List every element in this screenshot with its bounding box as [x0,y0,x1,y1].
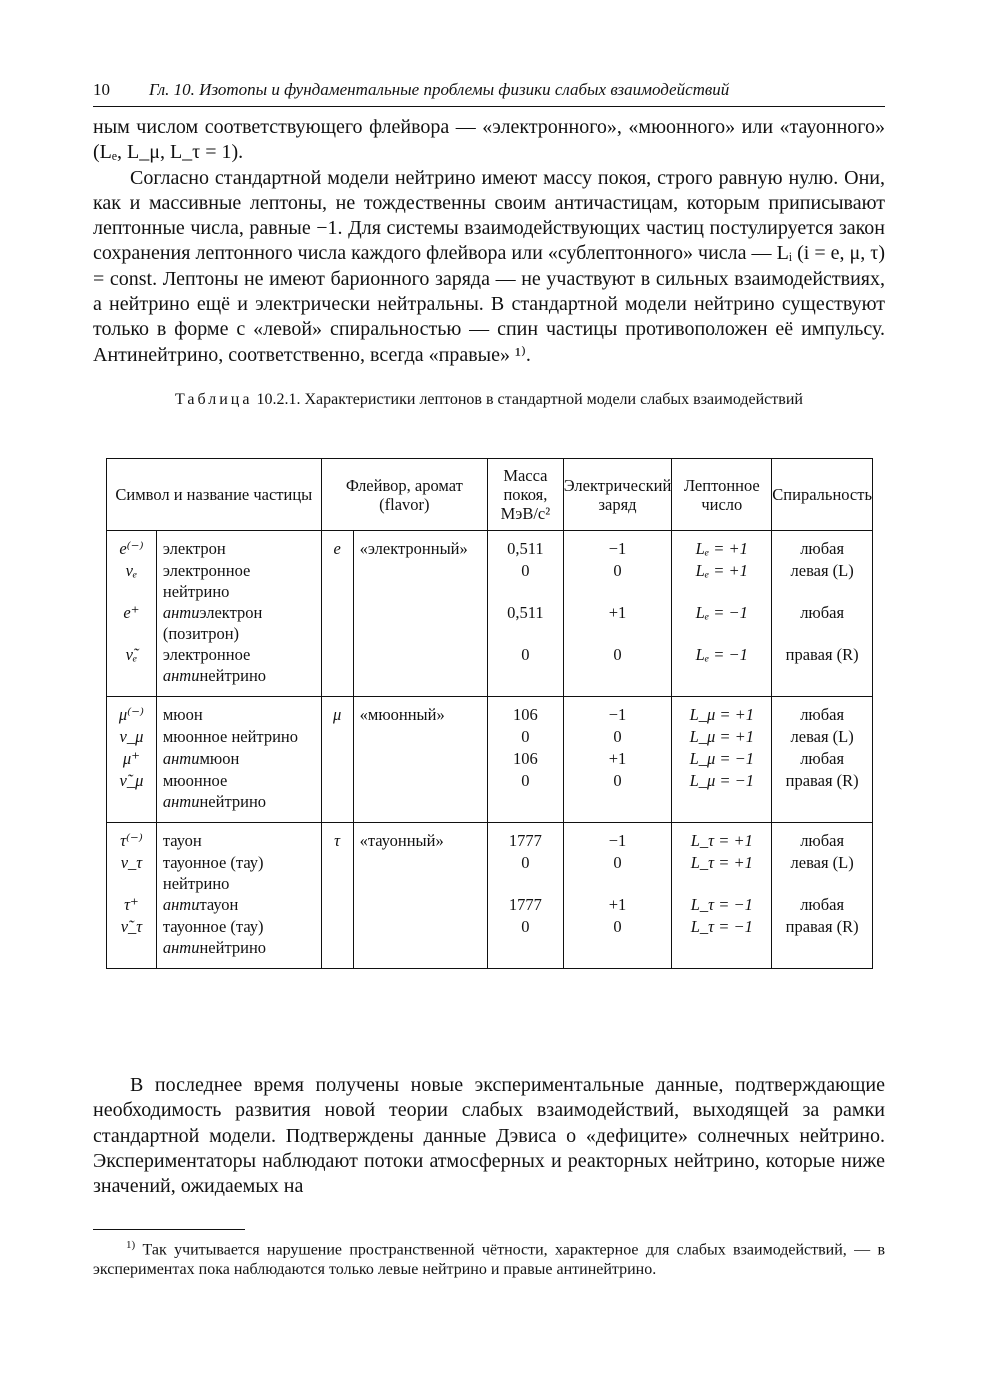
particle-name [156,602,321,644]
particle-name [156,644,321,697]
flavor-name: «тауонный» [353,823,487,853]
paragraph-2: Согласно стандартной модели нейтрино имеют массу покоя, строго равную нулю. Они, как и массивные лептоны, не тождественны своим античастицам, которым приписывают лептонные числа, равные −1. Для системы взаимодействующих частиц постулируется закон сохранения лептонного числа каждого флейвора или «сублептонного» числа — Lᵢ (i = e, μ, τ) = const. Лептоны не имеют барионного заряда — не участвуют в сильных взаимодействиях, а нейтрино ещё и электрически нейтральны. В стандартной модели нейтрино существуют только в форме с «левой» спиральностью — спин частицы противоположен её импульсу. Антинейтрино, соответственно, всегда «правые» ¹⁾. [93,166,885,366]
helicity: любая [772,602,873,644]
particle-name-text: нейтрино [199,666,267,685]
particle-name-anti: анти [162,603,200,622]
lepton-number: L_μ = +1 [672,697,772,727]
table-row [107,916,873,969]
particle-name-prefix: мюонное [162,771,228,790]
table-row [107,823,873,853]
lepton-number: Lₑ = −1 [672,644,772,697]
helicity: правая (R) [772,916,873,969]
particle-name-anti: анти [162,666,200,685]
flavor-name [353,726,487,748]
flavor-name [353,644,487,697]
footnote-rule [93,1229,245,1230]
helicity: левая (L) [772,852,873,894]
particle-symbol: ν̃_μ [107,770,157,823]
particle-name [156,894,321,916]
mass-value: 1777 [488,894,564,916]
particle-name-prefix: электронное [162,645,251,664]
charge-value: −1 [563,531,672,561]
charge-value: 0 [563,770,672,823]
mass-value: 0,511 [488,602,564,644]
particle-symbol: τ⁽⁻⁾ [107,823,157,853]
flavor-symbol [321,852,353,894]
lepton-number: L_μ = −1 [672,748,772,770]
particle-name-text: электронное нейтрино [162,561,251,601]
footnote [93,1236,885,1279]
table-row [107,748,873,770]
header-symbol-name: Символ и название частицы [107,459,322,531]
table-caption [93,391,885,409]
particle-name-text: тауон [199,895,239,914]
mass-value: 0 [488,560,564,602]
table-row [107,602,873,644]
mass-value: 0 [488,726,564,748]
helicity: любая [772,531,873,561]
table-row [107,894,873,916]
particle-symbol: μ⁺ [107,748,157,770]
page [93,80,885,409]
flavor-name: «мюонный» [353,697,487,727]
particle-symbol: e⁺ [107,602,157,644]
lepton-number: L_τ = −1 [672,916,772,969]
footnote-mark: 1) [126,1239,136,1251]
table-row [107,852,873,894]
header-charge: Электрический заряд [563,459,672,531]
charge-value: 0 [563,560,672,602]
table-caption-text: 10.2.1. Характеристики лептонов в стандартной модели слабых взаимодействий [256,390,803,408]
flavor-name [353,894,487,916]
particle-name-anti: анти [162,792,200,811]
mass-value: 0 [488,770,564,823]
table-header-row [107,459,873,531]
particle-name-prefix: тауонное (тау) [162,917,264,936]
table-row [107,531,873,561]
helicity: любая [772,748,873,770]
particle-symbol: ν_τ [107,852,157,894]
header-flavor: Флейвор, аромат (flavor) [321,459,487,531]
table-row [107,726,873,748]
header-lepton-number: Лептонное число [672,459,772,531]
helicity: любая [772,894,873,916]
particle-name-text: нейтрино [199,938,267,957]
particle-name-text: электрон [162,539,226,558]
flavor-name [353,560,487,602]
mass-value: 106 [488,748,564,770]
particle-name-anti: анти [162,749,200,768]
flavor-name [353,770,487,823]
flavor-symbol [321,894,353,916]
particle-name-text: нейтрино [199,792,267,811]
particle-name-text: тауонное (тау) нейтрино [162,853,264,893]
running-header [93,80,885,107]
lepton-number: Lₑ = +1 [672,560,772,602]
header-helicity: Спиральность [772,459,873,531]
flavor-symbol [321,748,353,770]
particle-name [156,770,321,823]
flavor-symbol [321,726,353,748]
mass-value: 0 [488,916,564,969]
header-mass: Масса покоя, МэВ/c² [488,459,564,531]
charge-value: −1 [563,823,672,853]
running-title: Гл. 10. Изотопы и фундаментальные проблемы физики слабых взаимодействий [149,80,730,99]
particle-symbol: e⁽⁻⁾ [107,531,157,561]
flavor-symbol [321,644,353,697]
helicity: любая [772,823,873,853]
particle-name [156,560,321,602]
helicity: правая (R) [772,770,873,823]
flavor-symbol [321,602,353,644]
flavor-name [353,748,487,770]
particle-name-text: мюонное нейтрино [162,727,298,746]
particle-name [156,852,321,894]
flavor-name [353,602,487,644]
flavor-name: «электронный» [353,531,487,561]
charge-value: +1 [563,748,672,770]
charge-value: 0 [563,916,672,969]
charge-value: 0 [563,852,672,894]
flavor-symbol: μ [321,697,353,727]
particle-symbol: μ⁽⁻⁾ [107,697,157,727]
charge-value: 0 [563,644,672,697]
leptons-table [106,458,873,969]
lepton-number: L_τ = +1 [672,823,772,853]
mass-value: 0,511 [488,531,564,561]
helicity: любая [772,697,873,727]
flavor-symbol [321,560,353,602]
particle-name [156,726,321,748]
flavor-name [353,916,487,969]
particle-name-text: мюон [162,705,203,724]
table-body [107,531,873,969]
particle-symbol: ν̃ₑ [107,644,157,697]
page-number: 10 [93,80,110,99]
particle-name [156,823,321,853]
lepton-number: Lₑ = +1 [672,531,772,561]
lepton-number: Lₑ = −1 [672,602,772,644]
particle-name [156,748,321,770]
flavor-symbol: τ [321,823,353,853]
particle-symbol: νₑ [107,560,157,602]
particle-name-text: мюон [199,749,240,768]
particle-symbol: ν̃_τ [107,916,157,969]
flavor-symbol [321,916,353,969]
table-row [107,560,873,602]
lepton-number: L_μ = +1 [672,726,772,748]
helicity: правая (R) [772,644,873,697]
helicity: левая (L) [772,560,873,602]
particle-name-anti: анти [162,938,200,957]
paragraph-1: ным числом соответствующего флейвора — «электронного», «мюонного» или «тауонного» (Lₑ, L_μ, L_τ = 1). [93,116,885,164]
paragraph-3: В последнее время получены новые экспериментальные данные, подтверждающие необходимость развития новой теории слабых взаимодействий, выходящей за рамки стандартной модели. Подтверждены данные Дэвиса о «дефиците» солнечных нейтрино. Экспериментаторы наблюдают потоки атмосферных и реакторных нейтрино, которые ниже значений, ожидаемых на [93,1074,885,1198]
lepton-number: L_τ = −1 [672,894,772,916]
flavor-name [353,852,487,894]
mass-value: 0 [488,644,564,697]
charge-value: 0 [563,726,672,748]
flavor-symbol: e [321,531,353,561]
table-row [107,770,873,823]
particle-name [156,916,321,969]
particle-name-anti: анти [162,895,200,914]
mass-value: 1777 [488,823,564,853]
particle-name [156,531,321,561]
lepton-number: L_τ = +1 [672,852,772,894]
flavor-symbol [321,770,353,823]
charge-value: +1 [563,602,672,644]
charge-value: −1 [563,697,672,727]
table-row [107,697,873,727]
particle-name-text: электрон (позитрон) [162,603,263,643]
charge-value: +1 [563,894,672,916]
particle-symbol: ν_μ [107,726,157,748]
lepton-number: L_μ = −1 [672,770,772,823]
footnote-text: Так учитывается нарушение пространственной чётности, характерное для слабых взаимодействий, — в экспериментах пока наблюдаются только левые нейтрино и правые антинейтрино. [93,1241,886,1278]
table-caption-label: Таблица [175,390,253,408]
table-row [107,644,873,697]
particle-name-text: тауон [162,831,202,850]
particle-name [156,697,321,727]
mass-value: 106 [488,697,564,727]
helicity: левая (L) [772,726,873,748]
particle-symbol: τ⁺ [107,894,157,916]
mass-value: 0 [488,852,564,894]
